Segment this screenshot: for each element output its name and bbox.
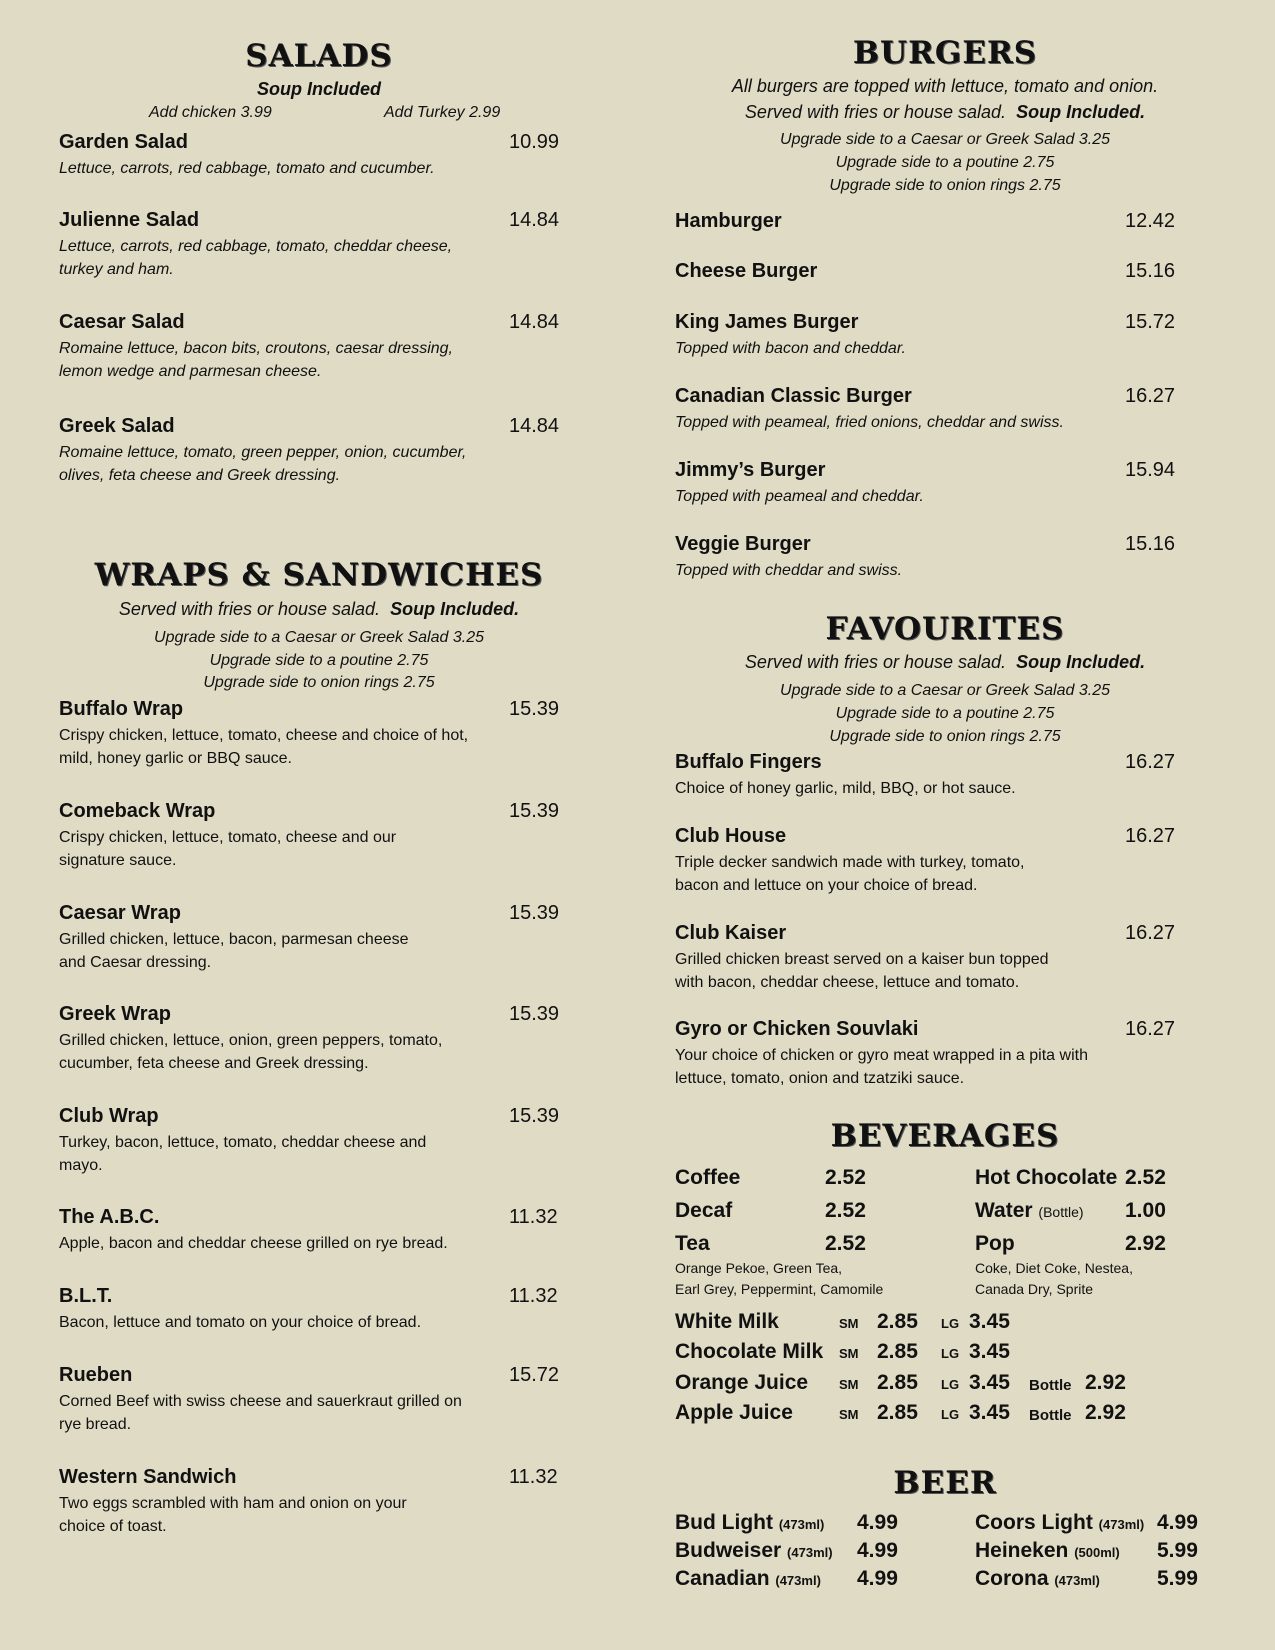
item-desc: Choice of honey garlic, mild, BBQ, or hot sauce.: [675, 780, 1016, 797]
bev-name: [975, 1199, 1084, 1223]
tea-note-line: Orange Pekoe, Green Tea,: [675, 1260, 843, 1276]
item-name: Caesar Wrap: [59, 902, 181, 924]
tea-note-line: Earl Grey, Peppermint, Camomile: [675, 1281, 884, 1297]
beer-size: (473ml): [1098, 1517, 1145, 1532]
item-name: Greek Salad: [59, 415, 175, 437]
beer-price: 5.99: [1157, 1539, 1198, 1562]
beer-price: 4.99: [857, 1567, 898, 1590]
soup-included: Soup Included.: [1016, 652, 1146, 672]
menu-item: [675, 385, 1195, 434]
item-desc: Lettuce, carrots, red cabbage, tomato, cheddar cheese, turkey and ham.: [59, 238, 453, 278]
item-price: 15.39: [509, 1003, 560, 1025]
upgrade-line: Upgrade side to a Caesar or Greek Salad 3.25: [154, 629, 484, 646]
bev-name: Coffee: [675, 1166, 741, 1189]
bev-name: Decaf: [675, 1199, 733, 1222]
item-price: 16.27: [1125, 1018, 1176, 1040]
burgers-line1: All burgers are topped with lettuce, tomato and onion.: [731, 76, 1159, 96]
beer-price: 5.99: [1157, 1567, 1198, 1590]
favourites-served: [675, 652, 1215, 673]
served-text: Served with fries or house salad.: [744, 652, 1007, 672]
beer-name-text: Canadian: [675, 1567, 770, 1590]
item-name: Buffalo Fingers: [675, 751, 822, 773]
item-price: 11.32: [509, 1206, 558, 1228]
item-price: 10.99: [509, 131, 560, 153]
item-desc: Topped with cheddar and swiss.: [675, 562, 903, 579]
item-desc: Your choice of chicken or gyro meat wrapped in a pita with lettuce, tomato, onion and tzatziki sauce.: [675, 1047, 1088, 1087]
salads-subtitle: Soup Included: [257, 79, 381, 99]
bev-price: 1.00: [1125, 1199, 1166, 1222]
item-name: Club House: [675, 825, 787, 847]
bev-name-text: Water: [975, 1199, 1033, 1222]
item-name: Gyro or Chicken Souvlaki: [675, 1018, 919, 1040]
menu-item: [675, 459, 1195, 508]
drink-name: White Milk: [675, 1310, 779, 1333]
menu-item: [675, 825, 1195, 897]
beer-price: 4.99: [1157, 1511, 1198, 1534]
bottle-label: Bottle: [1029, 1407, 1072, 1424]
tea-note: [675, 1258, 883, 1300]
sm-label: SM: [839, 1316, 859, 1331]
beer-size: (500ml): [1074, 1545, 1120, 1560]
add-turkey: Add Turkey 2.99: [384, 104, 501, 121]
sm-label: SM: [839, 1407, 859, 1422]
item-name: Rueben: [59, 1364, 133, 1386]
item-desc: Triple decker sandwich made with turkey, tomato, bacon and lettuce on your choice of bread.: [675, 854, 1025, 894]
item-price: 15.39: [509, 698, 560, 720]
item-name: Hamburger: [675, 210, 782, 232]
item-desc: Topped with peameal, fried onions, cheddar and swiss.: [675, 414, 1064, 431]
menu-item: [675, 210, 1195, 233]
soup-included: Soup Included.: [1016, 102, 1146, 122]
lg-price: 3.45: [969, 1340, 1010, 1363]
lg-price: 3.45: [969, 1401, 1010, 1424]
beer-size: (473ml): [1054, 1573, 1100, 1588]
sm-label: SM: [839, 1346, 859, 1361]
item-price: 15.39: [509, 800, 560, 822]
beer-title: BEER: [893, 1465, 997, 1501]
burgers-served: [675, 102, 1215, 123]
item-price: 15.16: [1125, 533, 1176, 555]
item-desc: Apple, bacon and cheddar cheese grilled on rye bread.: [59, 1235, 448, 1252]
item-desc: Crispy chicken, lettuce, tomato, cheese and our signature sauce.: [59, 829, 397, 869]
menu-item: [675, 922, 1195, 994]
item-name: Garden Salad: [59, 131, 188, 153]
item-price: 15.72: [509, 1364, 560, 1386]
beer-name-text: Bud Light: [675, 1511, 773, 1534]
upgrade-line: Upgrade side to onion rings 2.75: [829, 177, 1061, 194]
item-price: 11.32: [509, 1466, 558, 1488]
menu-item: [59, 131, 579, 180]
bottle-label: Bottle: [1029, 1377, 1072, 1394]
item-price: 11.32: [509, 1285, 558, 1307]
item-name: Canadian Classic Burger: [675, 385, 912, 407]
item-name: Cheese Burger: [675, 260, 818, 282]
menu-item: [59, 800, 579, 872]
item-name: The A.B.C.: [59, 1206, 160, 1228]
sm-price: 2.85: [877, 1310, 918, 1333]
bev-name: Tea: [675, 1232, 710, 1255]
bottle-price: 2.92: [1085, 1401, 1126, 1424]
item-price: 14.84: [509, 311, 560, 333]
item-name: Caesar Salad: [59, 311, 185, 333]
beer-size: (473ml): [787, 1545, 833, 1560]
lg-label: LG: [941, 1346, 960, 1361]
item-price: 15.72: [1125, 311, 1176, 333]
menu-item: [675, 260, 1195, 283]
item-price: 15.94: [1125, 459, 1176, 481]
item-desc: Grilled chicken breast served on a kaiser bun topped with bacon, cheddar cheese, lettuce and tomato.: [675, 951, 1049, 991]
beer-name: [675, 1511, 824, 1535]
beer-size: (473ml): [775, 1573, 821, 1588]
burgers-title: BURGERS: [852, 35, 1038, 71]
item-desc: Grilled chicken, lettuce, onion, green peppers, tomato, cucumber, feta cheese and Greek dressing.: [59, 1032, 443, 1072]
item-price: 14.84: [509, 209, 560, 231]
beer-name: [675, 1567, 821, 1591]
bev-name: Hot Chocolate: [975, 1166, 1118, 1189]
item-desc: Two eggs scrambled with ham and onion on your choice of toast.: [59, 1495, 407, 1535]
upgrade-line: Upgrade side to a poutine 2.75: [835, 154, 1055, 171]
menu-item: [675, 533, 1195, 582]
wraps-served: [59, 599, 579, 620]
upgrade-line: Upgrade side to a poutine 2.75: [209, 652, 429, 669]
upgrade-line: Upgrade side to a Caesar or Greek Salad 3.25: [780, 131, 1110, 148]
menu-item: [59, 1003, 579, 1075]
served-text: Served with fries or house salad.: [118, 599, 381, 619]
sm-price: 2.85: [877, 1401, 918, 1424]
pop-note-line: Canada Dry, Sprite: [975, 1281, 1094, 1297]
menu-item: [675, 751, 1195, 800]
beer-name-text: Coors Light: [975, 1511, 1093, 1534]
beer-name-text: Heineken: [975, 1539, 1069, 1562]
beverages-title: BEVERAGES: [830, 1118, 1060, 1154]
item-desc: Lettuce, carrots, red cabbage, tomato and cucumber.: [59, 160, 435, 177]
lg-price: 3.45: [969, 1371, 1010, 1394]
pop-note: [975, 1258, 1133, 1300]
item-desc: Crispy chicken, lettuce, tomato, cheese and choice of hot, mild, honey garlic or BBQ sauce.: [59, 727, 469, 767]
bottle-price: 2.92: [1085, 1371, 1126, 1394]
add-chicken: Add chicken 3.99: [149, 104, 272, 121]
favourites-title: FAVOURITES: [825, 611, 1065, 647]
menu-item: [59, 311, 579, 383]
menu-item: [59, 1466, 579, 1538]
item-name: Club Wrap: [59, 1105, 159, 1127]
item-name: Buffalo Wrap: [59, 698, 184, 720]
item-price: 15.39: [509, 1105, 560, 1127]
bev-price: 2.52: [825, 1232, 866, 1255]
menu-item: [675, 1018, 1195, 1090]
item-name: Greek Wrap: [59, 1003, 171, 1025]
menu-item: [59, 1364, 579, 1436]
lg-label: LG: [941, 1407, 960, 1422]
soup-included: Soup Included.: [390, 599, 520, 619]
beer-price: 4.99: [857, 1539, 898, 1562]
lg-price: 3.45: [969, 1310, 1010, 1333]
item-price: 16.27: [1125, 751, 1176, 773]
item-price: 12.42: [1125, 210, 1176, 232]
item-name: Julienne Salad: [59, 209, 200, 231]
beer-price: 4.99: [857, 1511, 898, 1534]
item-desc: Topped with bacon and cheddar.: [675, 340, 906, 357]
drink-name: Orange Juice: [675, 1371, 809, 1394]
upgrade-line: Upgrade side to onion rings 2.75: [829, 728, 1061, 745]
beer-name: [975, 1511, 1144, 1535]
item-desc: Turkey, bacon, lettuce, tomato, cheddar cheese and mayo.: [59, 1134, 427, 1174]
beer-name: [675, 1539, 833, 1563]
wraps-title: WRAPS & SANDWICHES: [94, 557, 544, 593]
sm-label: SM: [839, 1377, 859, 1392]
menu-item: [59, 1206, 579, 1255]
menu-item: [59, 415, 579, 487]
item-price: 14.84: [509, 415, 560, 437]
item-price: 15.39: [509, 902, 560, 924]
item-desc: Corned Beef with swiss cheese and sauerkraut grilled on rye bread.: [59, 1393, 462, 1433]
bev-price: 2.52: [825, 1166, 866, 1189]
menu-item: [59, 1285, 579, 1334]
bev-price: 2.92: [1125, 1232, 1166, 1255]
item-desc: Romaine lettuce, bacon bits, croutons, caesar dressing, lemon wedge and parmesan cheese.: [59, 340, 453, 380]
item-desc: Grilled chicken, lettuce, bacon, parmesan cheese and Caesar dressing.: [59, 931, 409, 971]
bev-note: (Bottle): [1038, 1204, 1084, 1220]
bev-name: Pop: [975, 1232, 1015, 1255]
menu-item: [59, 209, 579, 281]
item-name: B.L.T.: [59, 1285, 113, 1307]
item-name: Western Sandwich: [59, 1466, 237, 1488]
upgrade-line: Upgrade side to onion rings 2.75: [203, 674, 435, 691]
item-name: King James Burger: [675, 311, 859, 333]
bev-price: 2.52: [825, 1199, 866, 1222]
item-name: Veggie Burger: [675, 533, 811, 555]
item-desc: Bacon, lettuce and tomato on your choice of bread.: [59, 1314, 422, 1331]
item-name: Comeback Wrap: [59, 800, 216, 822]
menu-item: [675, 311, 1195, 360]
menu-item: [59, 698, 579, 770]
item-desc: Romaine lettuce, tomato, green pepper, onion, cucumber, olives, feta cheese and Greek dressing.: [59, 444, 467, 484]
pop-note-line: Coke, Diet Coke, Nestea,: [975, 1260, 1133, 1276]
item-desc: Topped with peameal and cheddar.: [675, 488, 924, 505]
drink-name: Chocolate Milk: [675, 1340, 824, 1363]
bev-price: 2.52: [1125, 1166, 1166, 1189]
item-price: 16.27: [1125, 385, 1176, 407]
served-text: Served with fries or house salad.: [744, 102, 1007, 122]
lg-label: LG: [941, 1316, 960, 1331]
beer-size: (473ml): [778, 1517, 825, 1532]
sm-price: 2.85: [877, 1340, 918, 1363]
menu-item: [59, 1105, 579, 1177]
item-name: Jimmy’s Burger: [675, 459, 826, 481]
beer-name: [975, 1539, 1120, 1563]
sm-price: 2.85: [877, 1371, 918, 1394]
item-price: 16.27: [1125, 825, 1176, 847]
salads-title: SALADS: [245, 38, 393, 74]
beer-name: [975, 1567, 1100, 1591]
menu-item: [59, 902, 579, 974]
upgrade-line: Upgrade side to a poutine 2.75: [835, 705, 1055, 722]
beer-name-text: Budweiser: [675, 1539, 782, 1562]
drink-name: Apple Juice: [675, 1401, 793, 1424]
item-price: 16.27: [1125, 922, 1176, 944]
item-name: Club Kaiser: [675, 922, 787, 944]
item-price: 15.16: [1125, 260, 1176, 282]
beer-name-text: Corona: [975, 1567, 1049, 1590]
upgrade-line: Upgrade side to a Caesar or Greek Salad 3.25: [780, 682, 1110, 699]
lg-label: LG: [941, 1377, 960, 1392]
